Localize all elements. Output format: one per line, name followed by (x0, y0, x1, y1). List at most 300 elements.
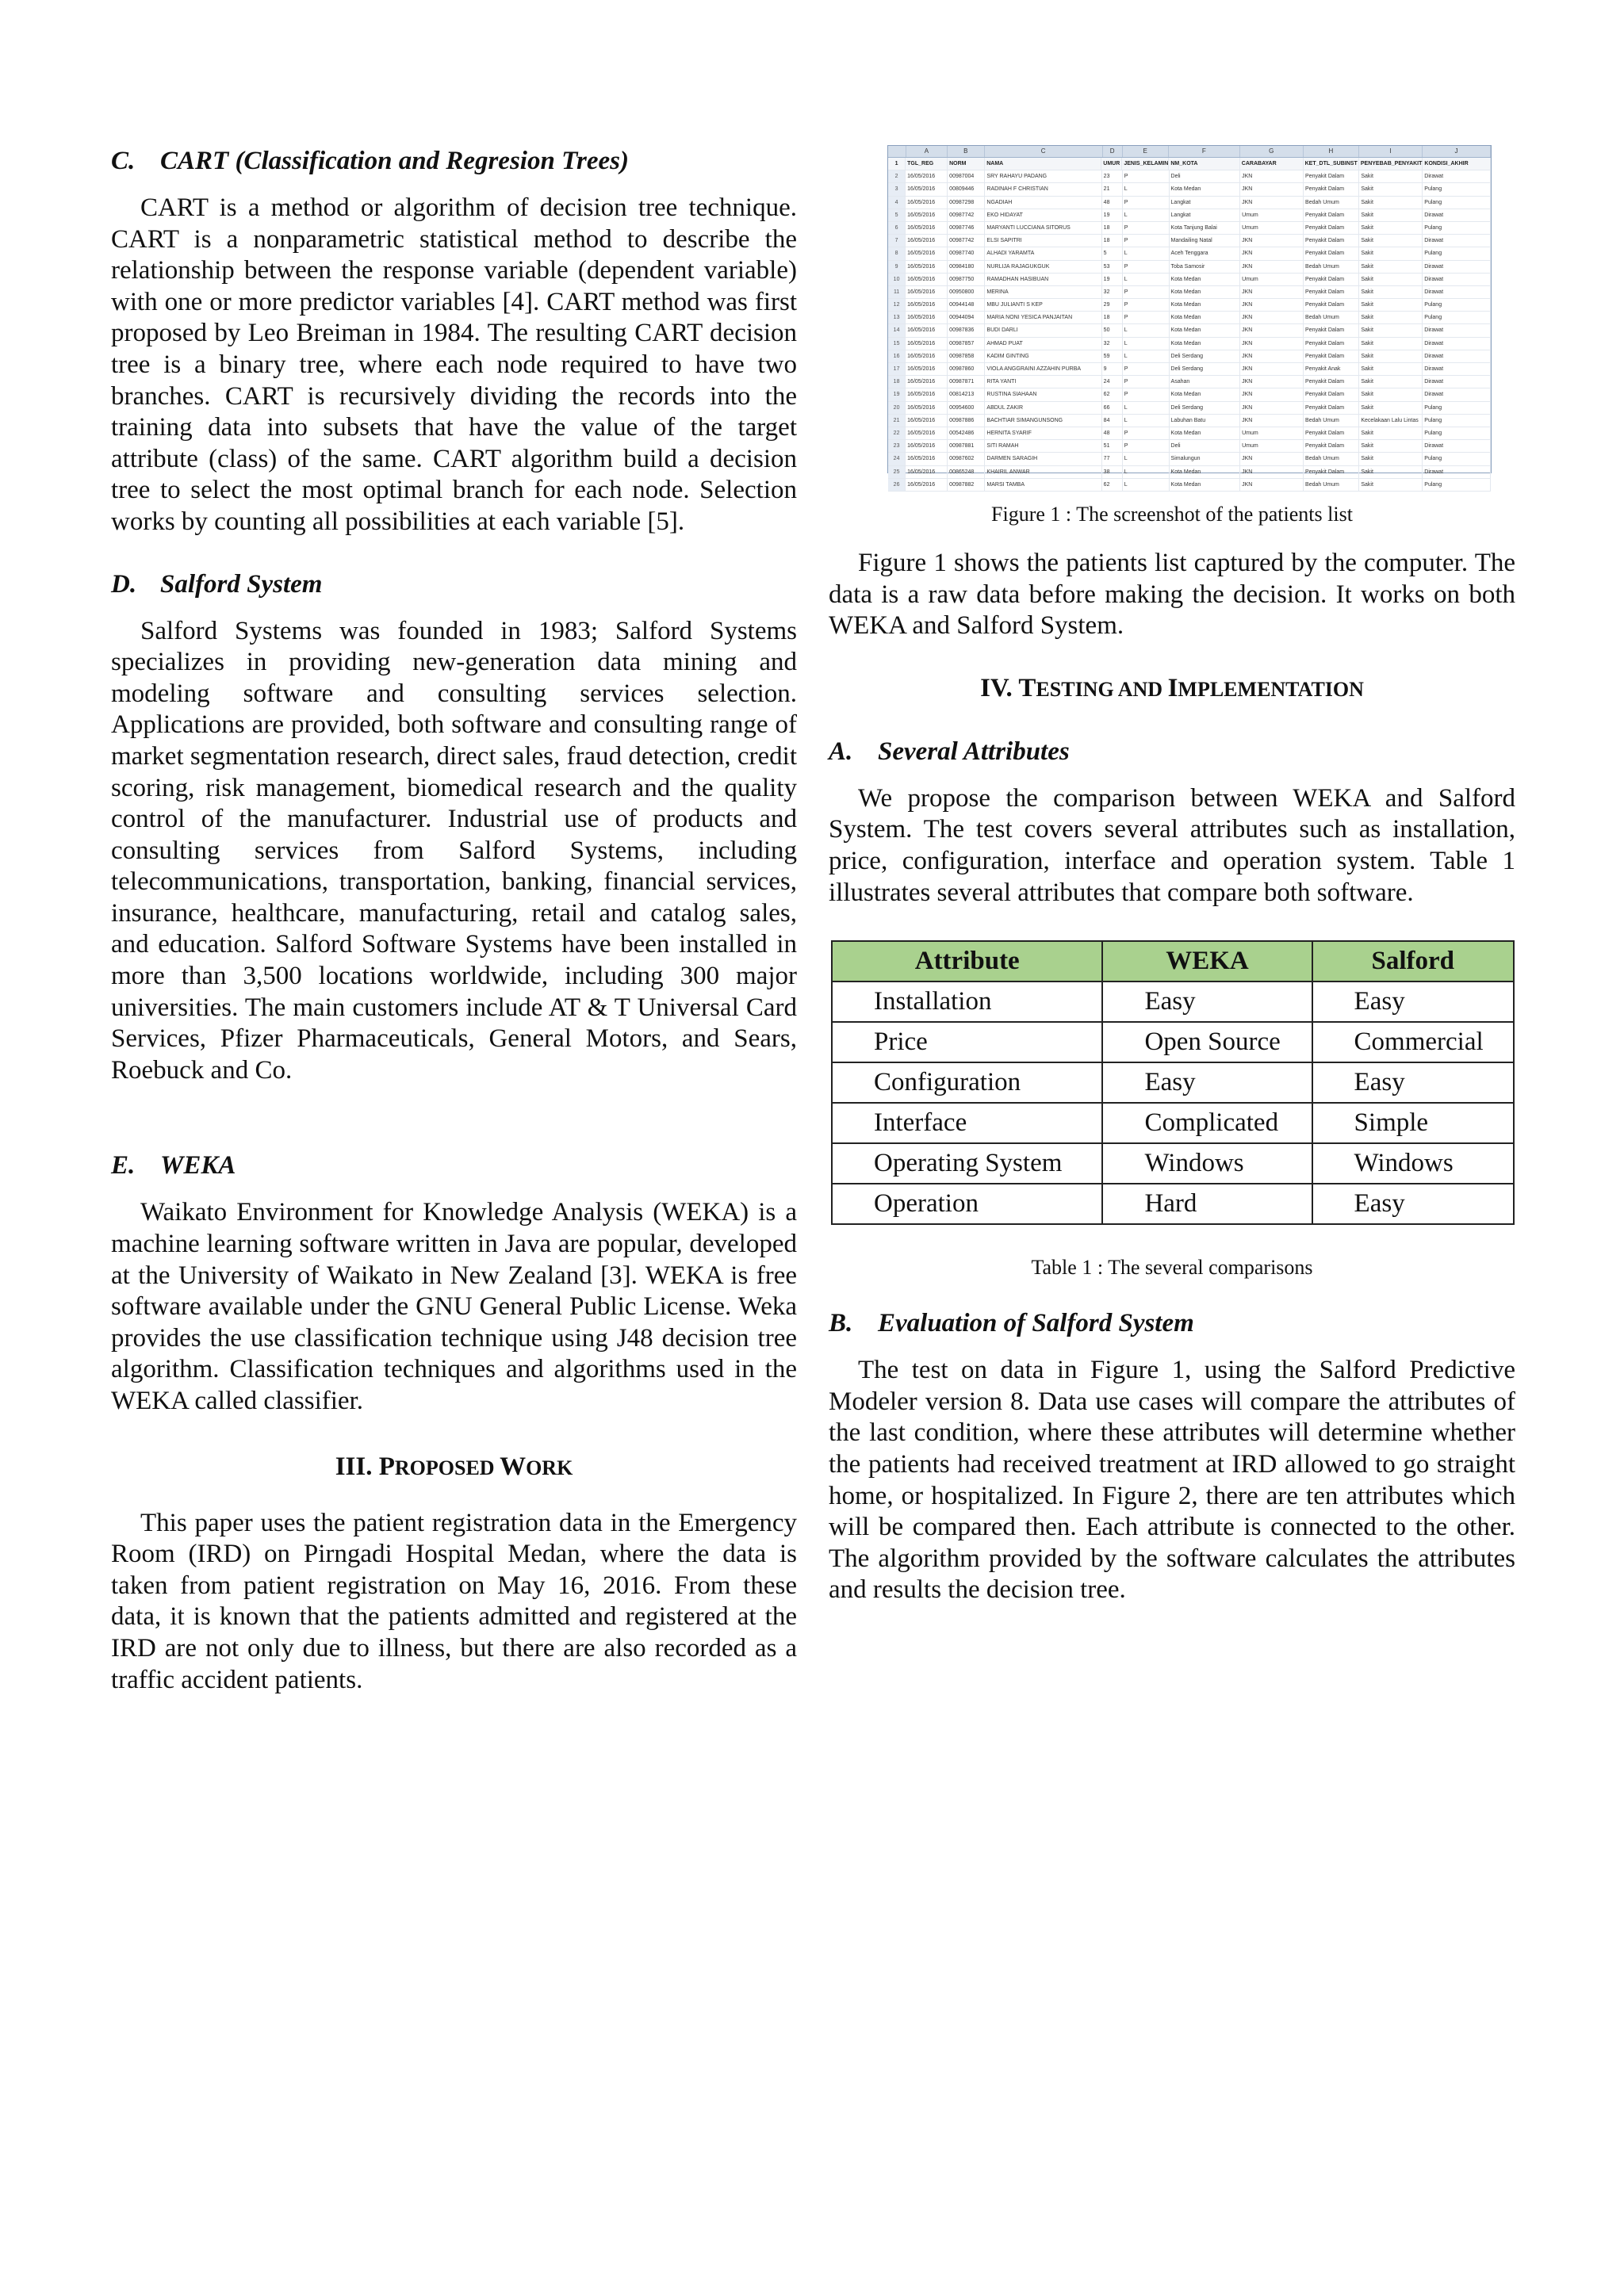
spreadsheet-cell[interactable]: P (1123, 312, 1170, 323)
spreadsheet-cell[interactable]: Penyakit Dalam (1304, 338, 1359, 350)
spreadsheet-row[interactable] (888, 286, 1491, 299)
row-number[interactable]: 3 (888, 183, 906, 195)
spreadsheet-cell[interactable]: Sakit (1359, 274, 1423, 285)
spreadsheet-cell[interactable]: Sakit (1359, 466, 1423, 478)
spreadsheet-cell[interactable]: Dirawat (1423, 274, 1491, 285)
spreadsheet-cell[interactable]: P (1123, 170, 1170, 182)
spreadsheet-cell[interactable]: UMUR (1101, 158, 1122, 170)
spreadsheet-cell[interactable]: Kota Medan (1170, 466, 1241, 478)
spreadsheet-cell[interactable]: KHAIRIL ANWAR (985, 466, 1101, 478)
spreadsheet-cell[interactable]: JKN (1240, 479, 1304, 491)
spreadsheet-cell[interactable]: 16/05/2016 (906, 324, 948, 336)
spreadsheet-cell[interactable]: Kota Medan (1170, 183, 1241, 195)
spreadsheet-cell[interactable]: Dirawat (1423, 286, 1491, 298)
spreadsheet-cell[interactable]: 50 (1102, 324, 1123, 336)
row-number[interactable]: 8 (888, 247, 906, 259)
spreadsheet-cell[interactable]: 00814213 (948, 388, 985, 400)
spreadsheet-cell[interactable]: 00987858 (948, 350, 985, 362)
spreadsheet-cell[interactable]: 53 (1102, 261, 1123, 273)
spreadsheet-cell[interactable]: 19 (1102, 209, 1123, 221)
spreadsheet-row[interactable] (888, 453, 1491, 465)
spreadsheet-cell[interactable]: L (1123, 324, 1170, 336)
row-number[interactable]: 4 (888, 197, 906, 209)
spreadsheet-row[interactable] (888, 247, 1491, 260)
spreadsheet-cell[interactable]: 16/05/2016 (906, 183, 948, 195)
row-number[interactable]: 7 (888, 235, 906, 247)
spreadsheet-cell[interactable]: 00987860 (948, 363, 985, 375)
spreadsheet-cell[interactable]: 38 (1102, 466, 1123, 478)
spreadsheet-cell[interactable]: Bedah Umum (1304, 261, 1359, 273)
spreadsheet-cell[interactable]: 16/05/2016 (906, 312, 948, 323)
row-number[interactable]: 19 (888, 388, 906, 400)
row-number[interactable]: 24 (888, 453, 906, 465)
spreadsheet-cell[interactable]: Sakit (1359, 183, 1423, 195)
spreadsheet-cell[interactable]: Penyakit Dalam (1304, 427, 1359, 439)
spreadsheet-cell[interactable]: 16/05/2016 (906, 235, 948, 247)
spreadsheet-cell[interactable]: Dirawat (1423, 261, 1491, 273)
spreadsheet-cell[interactable]: P (1123, 427, 1170, 439)
spreadsheet-cell[interactable]: JKN (1240, 170, 1304, 182)
spreadsheet-cell[interactable]: 32 (1102, 338, 1123, 350)
spreadsheet-cell[interactable]: Sakit (1359, 350, 1423, 362)
spreadsheet-cell[interactable]: Sakit (1359, 197, 1423, 209)
spreadsheet-cell[interactable]: JKN (1240, 299, 1304, 311)
spreadsheet-cell[interactable]: 48 (1102, 197, 1123, 209)
row-number[interactable]: 26 (888, 479, 906, 491)
spreadsheet-row[interactable] (888, 158, 1491, 170)
spreadsheet-cell[interactable]: P (1123, 261, 1170, 273)
spreadsheet-cell[interactable]: 00987298 (948, 197, 985, 209)
spreadsheet-cell[interactable]: JKN (1240, 402, 1304, 414)
spreadsheet-cell[interactable]: P (1123, 235, 1170, 247)
spreadsheet-cell[interactable]: Sakit (1359, 222, 1423, 234)
spreadsheet-cell[interactable]: Penyakit Dalam (1304, 274, 1359, 285)
spreadsheet-cell[interactable]: 66 (1102, 402, 1123, 414)
spreadsheet-cell[interactable]: Pulang (1423, 453, 1491, 465)
spreadsheet-cell[interactable]: Kota Medan (1170, 286, 1241, 298)
spreadsheet-cell[interactable]: Pulang (1423, 415, 1491, 427)
spreadsheet-cell[interactable]: Deli Serdang (1170, 402, 1241, 414)
spreadsheet-cell[interactable]: Sakit (1359, 324, 1423, 336)
spreadsheet-cell[interactable]: 16/05/2016 (906, 261, 948, 273)
spreadsheet-cell[interactable]: Dirawat (1423, 209, 1491, 221)
spreadsheet-cell[interactable]: 16/05/2016 (906, 286, 948, 298)
spreadsheet-cell[interactable]: JKN (1240, 415, 1304, 427)
spreadsheet-cell[interactable]: Dirawat (1423, 324, 1491, 336)
spreadsheet-cell[interactable]: BACHTIAR SIMANGUNSONG (985, 415, 1101, 427)
spreadsheet-cell[interactable]: 00987836 (948, 324, 985, 336)
spreadsheet-cell[interactable]: 19 (1102, 274, 1123, 285)
spreadsheet-cell[interactable]: Pulang (1423, 183, 1491, 195)
spreadsheet-row[interactable] (888, 427, 1491, 440)
spreadsheet-cell[interactable]: Labuhan Batu (1170, 415, 1241, 427)
spreadsheet-cell[interactable]: Toba Samosir (1170, 261, 1241, 273)
spreadsheet-cell[interactable]: P (1123, 376, 1170, 388)
spreadsheet-cell[interactable]: 77 (1102, 453, 1123, 465)
spreadsheet-cell[interactable]: L (1123, 338, 1170, 350)
spreadsheet-cell[interactable]: JKN (1240, 286, 1304, 298)
column-letter[interactable]: F (1169, 146, 1240, 157)
row-number[interactable]: 2 (888, 170, 906, 182)
column-letter[interactable]: E (1123, 146, 1169, 157)
spreadsheet-cell[interactable]: 00987886 (948, 415, 985, 427)
spreadsheet-cell[interactable]: 00987871 (948, 376, 985, 388)
spreadsheet-cell[interactable]: DARMEN SARAGIH (985, 453, 1101, 465)
spreadsheet-cell[interactable]: Sakit (1359, 388, 1423, 400)
spreadsheet-cell[interactable]: Dirawat (1423, 466, 1491, 478)
spreadsheet-cell[interactable]: MARSI TAMBA (985, 479, 1101, 491)
spreadsheet-cell[interactable]: L (1123, 402, 1170, 414)
spreadsheet-cell[interactable]: 84 (1102, 415, 1123, 427)
row-number[interactable]: 25 (888, 466, 906, 478)
spreadsheet-cell[interactable]: Sakit (1359, 363, 1423, 375)
spreadsheet-row[interactable] (888, 363, 1491, 376)
spreadsheet-row[interactable] (888, 261, 1491, 274)
spreadsheet-cell[interactable]: L (1123, 274, 1170, 285)
spreadsheet-cell[interactable]: L (1123, 209, 1170, 221)
spreadsheet-cell[interactable]: 16/05/2016 (906, 415, 948, 427)
spreadsheet-cell[interactable]: Penyakit Dalam (1304, 170, 1359, 182)
spreadsheet-cell[interactable]: L (1123, 479, 1170, 491)
spreadsheet-cell[interactable]: ELSI SAPITRI (985, 235, 1101, 247)
spreadsheet-row[interactable] (888, 479, 1491, 492)
spreadsheet-row[interactable] (888, 415, 1491, 427)
spreadsheet-cell[interactable]: 16/05/2016 (906, 466, 948, 478)
spreadsheet-cell[interactable]: Deli (1170, 170, 1241, 182)
spreadsheet-cell[interactable]: JENIS_KELAMIN (1122, 158, 1169, 170)
column-letter[interactable]: G (1240, 146, 1304, 157)
spreadsheet-cell[interactable]: 16/05/2016 (906, 338, 948, 350)
row-number[interactable]: 22 (888, 427, 906, 439)
row-number[interactable]: 11 (888, 286, 906, 298)
spreadsheet-cell[interactable]: 16/05/2016 (906, 197, 948, 209)
spreadsheet-cell[interactable]: 16/05/2016 (906, 209, 948, 221)
spreadsheet-cell[interactable]: Penyakit Dalam (1304, 466, 1359, 478)
spreadsheet-row[interactable] (888, 388, 1491, 401)
spreadsheet-row[interactable] (888, 466, 1491, 479)
spreadsheet-cell[interactable]: Sakit (1359, 261, 1423, 273)
spreadsheet-cell[interactable]: NGADIAH (985, 197, 1101, 209)
row-number[interactable]: 14 (888, 324, 906, 336)
spreadsheet-cell[interactable]: AHMAD PUAT (985, 338, 1101, 350)
spreadsheet-cell[interactable]: 16/05/2016 (906, 440, 948, 452)
spreadsheet-cell[interactable]: Penyakit Anak (1304, 363, 1359, 375)
spreadsheet-cell[interactable]: Dirawat (1423, 376, 1491, 388)
spreadsheet-row[interactable] (888, 209, 1491, 222)
spreadsheet-cell[interactable]: Deli Serdang (1170, 350, 1241, 362)
spreadsheet-cell[interactable]: Sakit (1359, 440, 1423, 452)
spreadsheet-cell[interactable]: P (1123, 363, 1170, 375)
spreadsheet-cell[interactable]: 16/05/2016 (906, 363, 948, 375)
spreadsheet-cell[interactable]: 00987602 (948, 453, 985, 465)
spreadsheet-cell[interactable]: VIOLA ANGGRAINI AZZAHIN PURBA (985, 363, 1101, 375)
row-number[interactable]: 13 (888, 312, 906, 323)
spreadsheet-cell[interactable]: L (1123, 350, 1170, 362)
spreadsheet-cell[interactable]: 00954600 (948, 402, 985, 414)
spreadsheet-row[interactable] (888, 312, 1491, 324)
spreadsheet-cell[interactable]: NORM (948, 158, 985, 170)
column-letter[interactable]: H (1304, 146, 1359, 157)
row-number[interactable]: 16 (888, 350, 906, 362)
spreadsheet-row[interactable] (888, 235, 1491, 247)
spreadsheet-cell[interactable]: Dirawat (1423, 235, 1491, 247)
spreadsheet-cell[interactable]: P (1123, 388, 1170, 400)
spreadsheet-cell[interactable]: Pulang (1423, 247, 1491, 259)
row-number[interactable]: 12 (888, 299, 906, 311)
spreadsheet-cell[interactable]: 00984180 (948, 261, 985, 273)
spreadsheet-cell[interactable]: 16/05/2016 (906, 170, 948, 182)
spreadsheet-cell[interactable]: Deli (1170, 440, 1241, 452)
spreadsheet-cell[interactable]: CARABAYAR (1240, 158, 1304, 170)
spreadsheet-row[interactable] (888, 197, 1491, 209)
row-number[interactable]: 15 (888, 338, 906, 350)
spreadsheet-cell[interactable]: 00865248 (948, 466, 985, 478)
spreadsheet-cell[interactable]: Sakit (1359, 402, 1423, 414)
spreadsheet-cell[interactable]: Bedah Umum (1304, 312, 1359, 323)
spreadsheet-cell[interactable]: 18 (1102, 222, 1123, 234)
spreadsheet-cell[interactable]: Bedah Umum (1304, 479, 1359, 491)
column-letter[interactable]: I (1359, 146, 1423, 157)
spreadsheet-cell[interactable]: JKN (1240, 453, 1304, 465)
spreadsheet-cell[interactable]: Penyakit Dalam (1304, 247, 1359, 259)
spreadsheet-cell[interactable]: TGL_REG (906, 158, 948, 170)
spreadsheet-cell[interactable]: RAMADHAN HASIBUAN (985, 274, 1101, 285)
spreadsheet-cell[interactable]: 16/05/2016 (906, 222, 948, 234)
spreadsheet-cell[interactable]: L (1123, 415, 1170, 427)
spreadsheet-cell[interactable]: Penyakit Dalam (1304, 388, 1359, 400)
spreadsheet-cell[interactable]: JKN (1240, 312, 1304, 323)
spreadsheet-cell[interactable]: Dirawat (1423, 170, 1491, 182)
spreadsheet-cell[interactable]: ALHADI YARAMTA (985, 247, 1101, 259)
spreadsheet-cell[interactable]: JKN (1240, 338, 1304, 350)
spreadsheet-cell[interactable]: 00987750 (948, 274, 985, 285)
spreadsheet-cell[interactable]: EKO HIDAYAT (985, 209, 1101, 221)
spreadsheet-cell[interactable]: JKN (1240, 466, 1304, 478)
spreadsheet-cell[interactable]: JKN (1240, 363, 1304, 375)
spreadsheet-cell[interactable]: Kota Medan (1170, 427, 1241, 439)
spreadsheet-cell[interactable]: Kota Medan (1170, 299, 1241, 311)
column-letter[interactable]: D (1103, 146, 1123, 157)
spreadsheet-cell[interactable]: Sakit (1359, 453, 1423, 465)
spreadsheet-cell[interactable]: Sakit (1359, 479, 1423, 491)
spreadsheet-cell[interactable]: 00987882 (948, 479, 985, 491)
spreadsheet-cell[interactable]: 32 (1102, 286, 1123, 298)
spreadsheet-cell[interactable]: Penyakit Dalam (1304, 235, 1359, 247)
spreadsheet-cell[interactable]: HERNITA SYARIF (985, 427, 1101, 439)
spreadsheet-cell[interactable]: Sakit (1359, 299, 1423, 311)
spreadsheet-row[interactable] (888, 350, 1491, 363)
spreadsheet-cell[interactable]: Pulang (1423, 299, 1491, 311)
spreadsheet-cell[interactable]: MERINA (985, 286, 1101, 298)
spreadsheet-cell[interactable]: MARYANTI LUCCIANA SITORUS (985, 222, 1101, 234)
spreadsheet-cell[interactable]: 16/05/2016 (906, 247, 948, 259)
spreadsheet-cell[interactable]: Kota Medan (1170, 479, 1241, 491)
spreadsheet-cell[interactable]: Kecelakaan Lalu Lintas (1359, 415, 1423, 427)
spreadsheet-cell[interactable]: 29 (1102, 299, 1123, 311)
row-number[interactable]: 9 (888, 261, 906, 273)
spreadsheet-cell[interactable]: Umum (1240, 209, 1304, 221)
spreadsheet-cell[interactable]: Penyakit Dalam (1304, 286, 1359, 298)
spreadsheet-cell[interactable]: Penyakit Dalam (1304, 376, 1359, 388)
spreadsheet-cell[interactable]: Kota Medan (1170, 388, 1241, 400)
spreadsheet-cell[interactable]: Langkat (1170, 209, 1241, 221)
row-number[interactable]: 10 (888, 274, 906, 285)
spreadsheet-cell[interactable]: Bedah Umum (1304, 197, 1359, 209)
spreadsheet-cell[interactable]: Penyakit Dalam (1304, 440, 1359, 452)
spreadsheet-cell[interactable]: Sakit (1359, 235, 1423, 247)
spreadsheet-cell[interactable]: 16/05/2016 (906, 427, 948, 439)
spreadsheet-row[interactable] (888, 183, 1491, 196)
spreadsheet-cell[interactable]: Dirawat (1423, 363, 1491, 375)
spreadsheet-cell[interactable]: JKN (1240, 197, 1304, 209)
spreadsheet-cell[interactable]: 24 (1102, 376, 1123, 388)
spreadsheet-row[interactable] (888, 299, 1491, 312)
spreadsheet-cell[interactable]: 00944094 (948, 312, 985, 323)
spreadsheet-cell[interactable]: SRY RAHAYU PADANG (985, 170, 1101, 182)
spreadsheet-cell[interactable]: 00950800 (948, 286, 985, 298)
spreadsheet-cell[interactable]: JKN (1240, 261, 1304, 273)
spreadsheet-cell[interactable]: Umum (1240, 427, 1304, 439)
spreadsheet-cell[interactable]: Sakit (1359, 338, 1423, 350)
spreadsheet-cell[interactable]: Sakit (1359, 286, 1423, 298)
spreadsheet-cell[interactable]: SITI RAMAH (985, 440, 1101, 452)
spreadsheet-cell[interactable]: Kota Medan (1170, 324, 1241, 336)
spreadsheet-cell[interactable]: Dirawat (1423, 388, 1491, 400)
spreadsheet-cell[interactable]: MBU JULIANTI S KEP (985, 299, 1101, 311)
spreadsheet-cell[interactable]: JKN (1240, 350, 1304, 362)
spreadsheet-cell[interactable]: Penyakit Dalam (1304, 209, 1359, 221)
row-number[interactable]: 21 (888, 415, 906, 427)
spreadsheet-cell[interactable]: 51 (1102, 440, 1123, 452)
spreadsheet-cell[interactable]: Aceh Tenggara (1170, 247, 1241, 259)
row-number[interactable]: 1 (888, 158, 906, 170)
spreadsheet-cell[interactable]: 00987881 (948, 440, 985, 452)
spreadsheet-cell[interactable]: Langkat (1170, 197, 1241, 209)
spreadsheet-row[interactable] (888, 376, 1491, 388)
spreadsheet-cell[interactable]: Dirawat (1423, 338, 1491, 350)
spreadsheet-cell[interactable]: NAMA (985, 158, 1101, 170)
spreadsheet-cell[interactable]: JKN (1240, 376, 1304, 388)
spreadsheet-cell[interactable]: 21 (1102, 183, 1123, 195)
spreadsheet-cell[interactable]: 48 (1102, 427, 1123, 439)
spreadsheet-row[interactable] (888, 170, 1491, 183)
spreadsheet-cell[interactable]: 00944148 (948, 299, 985, 311)
spreadsheet-cell[interactable]: 62 (1102, 479, 1123, 491)
spreadsheet-cell[interactable]: Umum (1240, 222, 1304, 234)
spreadsheet-cell[interactable]: Sakit (1359, 376, 1423, 388)
spreadsheet-cell[interactable]: Penyakit Dalam (1304, 350, 1359, 362)
spreadsheet-cell[interactable]: 5 (1102, 247, 1123, 259)
row-number[interactable]: 20 (888, 402, 906, 414)
spreadsheet-cell[interactable]: Pulang (1423, 402, 1491, 414)
row-number[interactable]: 6 (888, 222, 906, 234)
spreadsheet-cell[interactable]: Kota Medan (1170, 274, 1241, 285)
spreadsheet-cell[interactable]: 00987742 (948, 235, 985, 247)
spreadsheet-cell[interactable]: 23 (1102, 170, 1123, 182)
spreadsheet-cell[interactable]: Mandailing Natal (1170, 235, 1241, 247)
spreadsheet-cell[interactable]: P (1123, 299, 1170, 311)
spreadsheet-cell[interactable]: KET_DTL_SUBINST (1304, 158, 1359, 170)
spreadsheet-cell[interactable]: 00987740 (948, 247, 985, 259)
spreadsheet-cell[interactable]: Pulang (1423, 427, 1491, 439)
spreadsheet-cell[interactable]: MARIA NONI YESICA PANJAITAN (985, 312, 1101, 323)
spreadsheet-cell[interactable]: JKN (1240, 388, 1304, 400)
spreadsheet-cell[interactable]: Bedah Umum (1304, 453, 1359, 465)
row-number[interactable]: 17 (888, 363, 906, 375)
spreadsheet-cell[interactable]: BUDI DARLI (985, 324, 1101, 336)
spreadsheet-cell[interactable]: RITA YANTI (985, 376, 1101, 388)
spreadsheet-row[interactable] (888, 324, 1491, 337)
spreadsheet-cell[interactable]: Kota Medan (1170, 312, 1241, 323)
spreadsheet-cell[interactable]: ABDUL ZAKIR (985, 402, 1101, 414)
spreadsheet-cell[interactable]: P (1123, 197, 1170, 209)
spreadsheet-cell[interactable]: L (1123, 183, 1170, 195)
spreadsheet-cell[interactable]: 59 (1102, 350, 1123, 362)
spreadsheet-cell[interactable]: 16/05/2016 (906, 274, 948, 285)
spreadsheet-row[interactable] (888, 440, 1491, 453)
spreadsheet-cell[interactable]: JKN (1240, 183, 1304, 195)
column-letter[interactable]: A (906, 146, 948, 157)
spreadsheet-cell[interactable]: 00987746 (948, 222, 985, 234)
spreadsheet-cell[interactable]: Pulang (1423, 312, 1491, 323)
spreadsheet-cell[interactable]: 62 (1102, 388, 1123, 400)
spreadsheet-cell[interactable]: Sakit (1359, 209, 1423, 221)
spreadsheet-cell[interactable]: 16/05/2016 (906, 402, 948, 414)
spreadsheet-cell[interactable]: RUSTINA SIAHAAN (985, 388, 1101, 400)
spreadsheet-cell[interactable]: 16/05/2016 (906, 453, 948, 465)
spreadsheet-cell[interactable]: Pulang (1423, 197, 1491, 209)
spreadsheet-cell[interactable]: 18 (1102, 235, 1123, 247)
spreadsheet-cell[interactable]: Asahan (1170, 376, 1241, 388)
spreadsheet-row[interactable] (888, 402, 1491, 415)
spreadsheet-cell[interactable]: KADIM GINTING (985, 350, 1101, 362)
spreadsheet-cell[interactable]: Penyakit Dalam (1304, 324, 1359, 336)
column-letter[interactable]: J (1423, 146, 1491, 157)
column-letter[interactable]: C (985, 146, 1103, 157)
spreadsheet-cell[interactable]: 00542486 (948, 427, 985, 439)
spreadsheet-cell[interactable]: L (1123, 453, 1170, 465)
spreadsheet-cell[interactable]: Deli Serdang (1170, 363, 1241, 375)
spreadsheet-cell[interactable]: 16/05/2016 (906, 479, 948, 491)
spreadsheet-cell[interactable]: 00987857 (948, 338, 985, 350)
spreadsheet-row[interactable] (888, 338, 1491, 350)
spreadsheet-cell[interactable]: 00987742 (948, 209, 985, 221)
spreadsheet-cell[interactable]: Penyakit Dalam (1304, 183, 1359, 195)
spreadsheet-cell[interactable]: Dirawat (1423, 440, 1491, 452)
spreadsheet-cell[interactable]: Penyakit Dalam (1304, 222, 1359, 234)
spreadsheet-cell[interactable]: KONDISI_AKHIR (1423, 158, 1491, 170)
spreadsheet-cell[interactable]: 00809446 (948, 183, 985, 195)
row-number[interactable]: 18 (888, 376, 906, 388)
spreadsheet-cell[interactable]: L (1123, 247, 1170, 259)
spreadsheet-cell[interactable]: Sakit (1359, 312, 1423, 323)
column-letter[interactable]: B (948, 146, 984, 157)
spreadsheet-cell[interactable]: NM_KOTA (1169, 158, 1239, 170)
spreadsheet-cell[interactable]: P (1123, 440, 1170, 452)
spreadsheet-cell[interactable]: Pulang (1423, 479, 1491, 491)
spreadsheet-cell[interactable]: 9 (1102, 363, 1123, 375)
spreadsheet-cell[interactable]: L (1123, 466, 1170, 478)
spreadsheet-cell[interactable]: Simalungun (1170, 453, 1241, 465)
spreadsheet-cell[interactable]: 00987004 (948, 170, 985, 182)
spreadsheet-cell[interactable]: 18 (1102, 312, 1123, 323)
spreadsheet-cell[interactable]: 16/05/2016 (906, 388, 948, 400)
spreadsheet-cell[interactable]: Sakit (1359, 427, 1423, 439)
spreadsheet-cell[interactable]: NURLIJA RAJAGUKGUK (985, 261, 1101, 273)
spreadsheet-cell[interactable]: Dirawat (1423, 350, 1491, 362)
spreadsheet-cell[interactable]: Penyakit Dalam (1304, 402, 1359, 414)
spreadsheet-cell[interactable]: RADINAH F CHRISTIAN (985, 183, 1101, 195)
